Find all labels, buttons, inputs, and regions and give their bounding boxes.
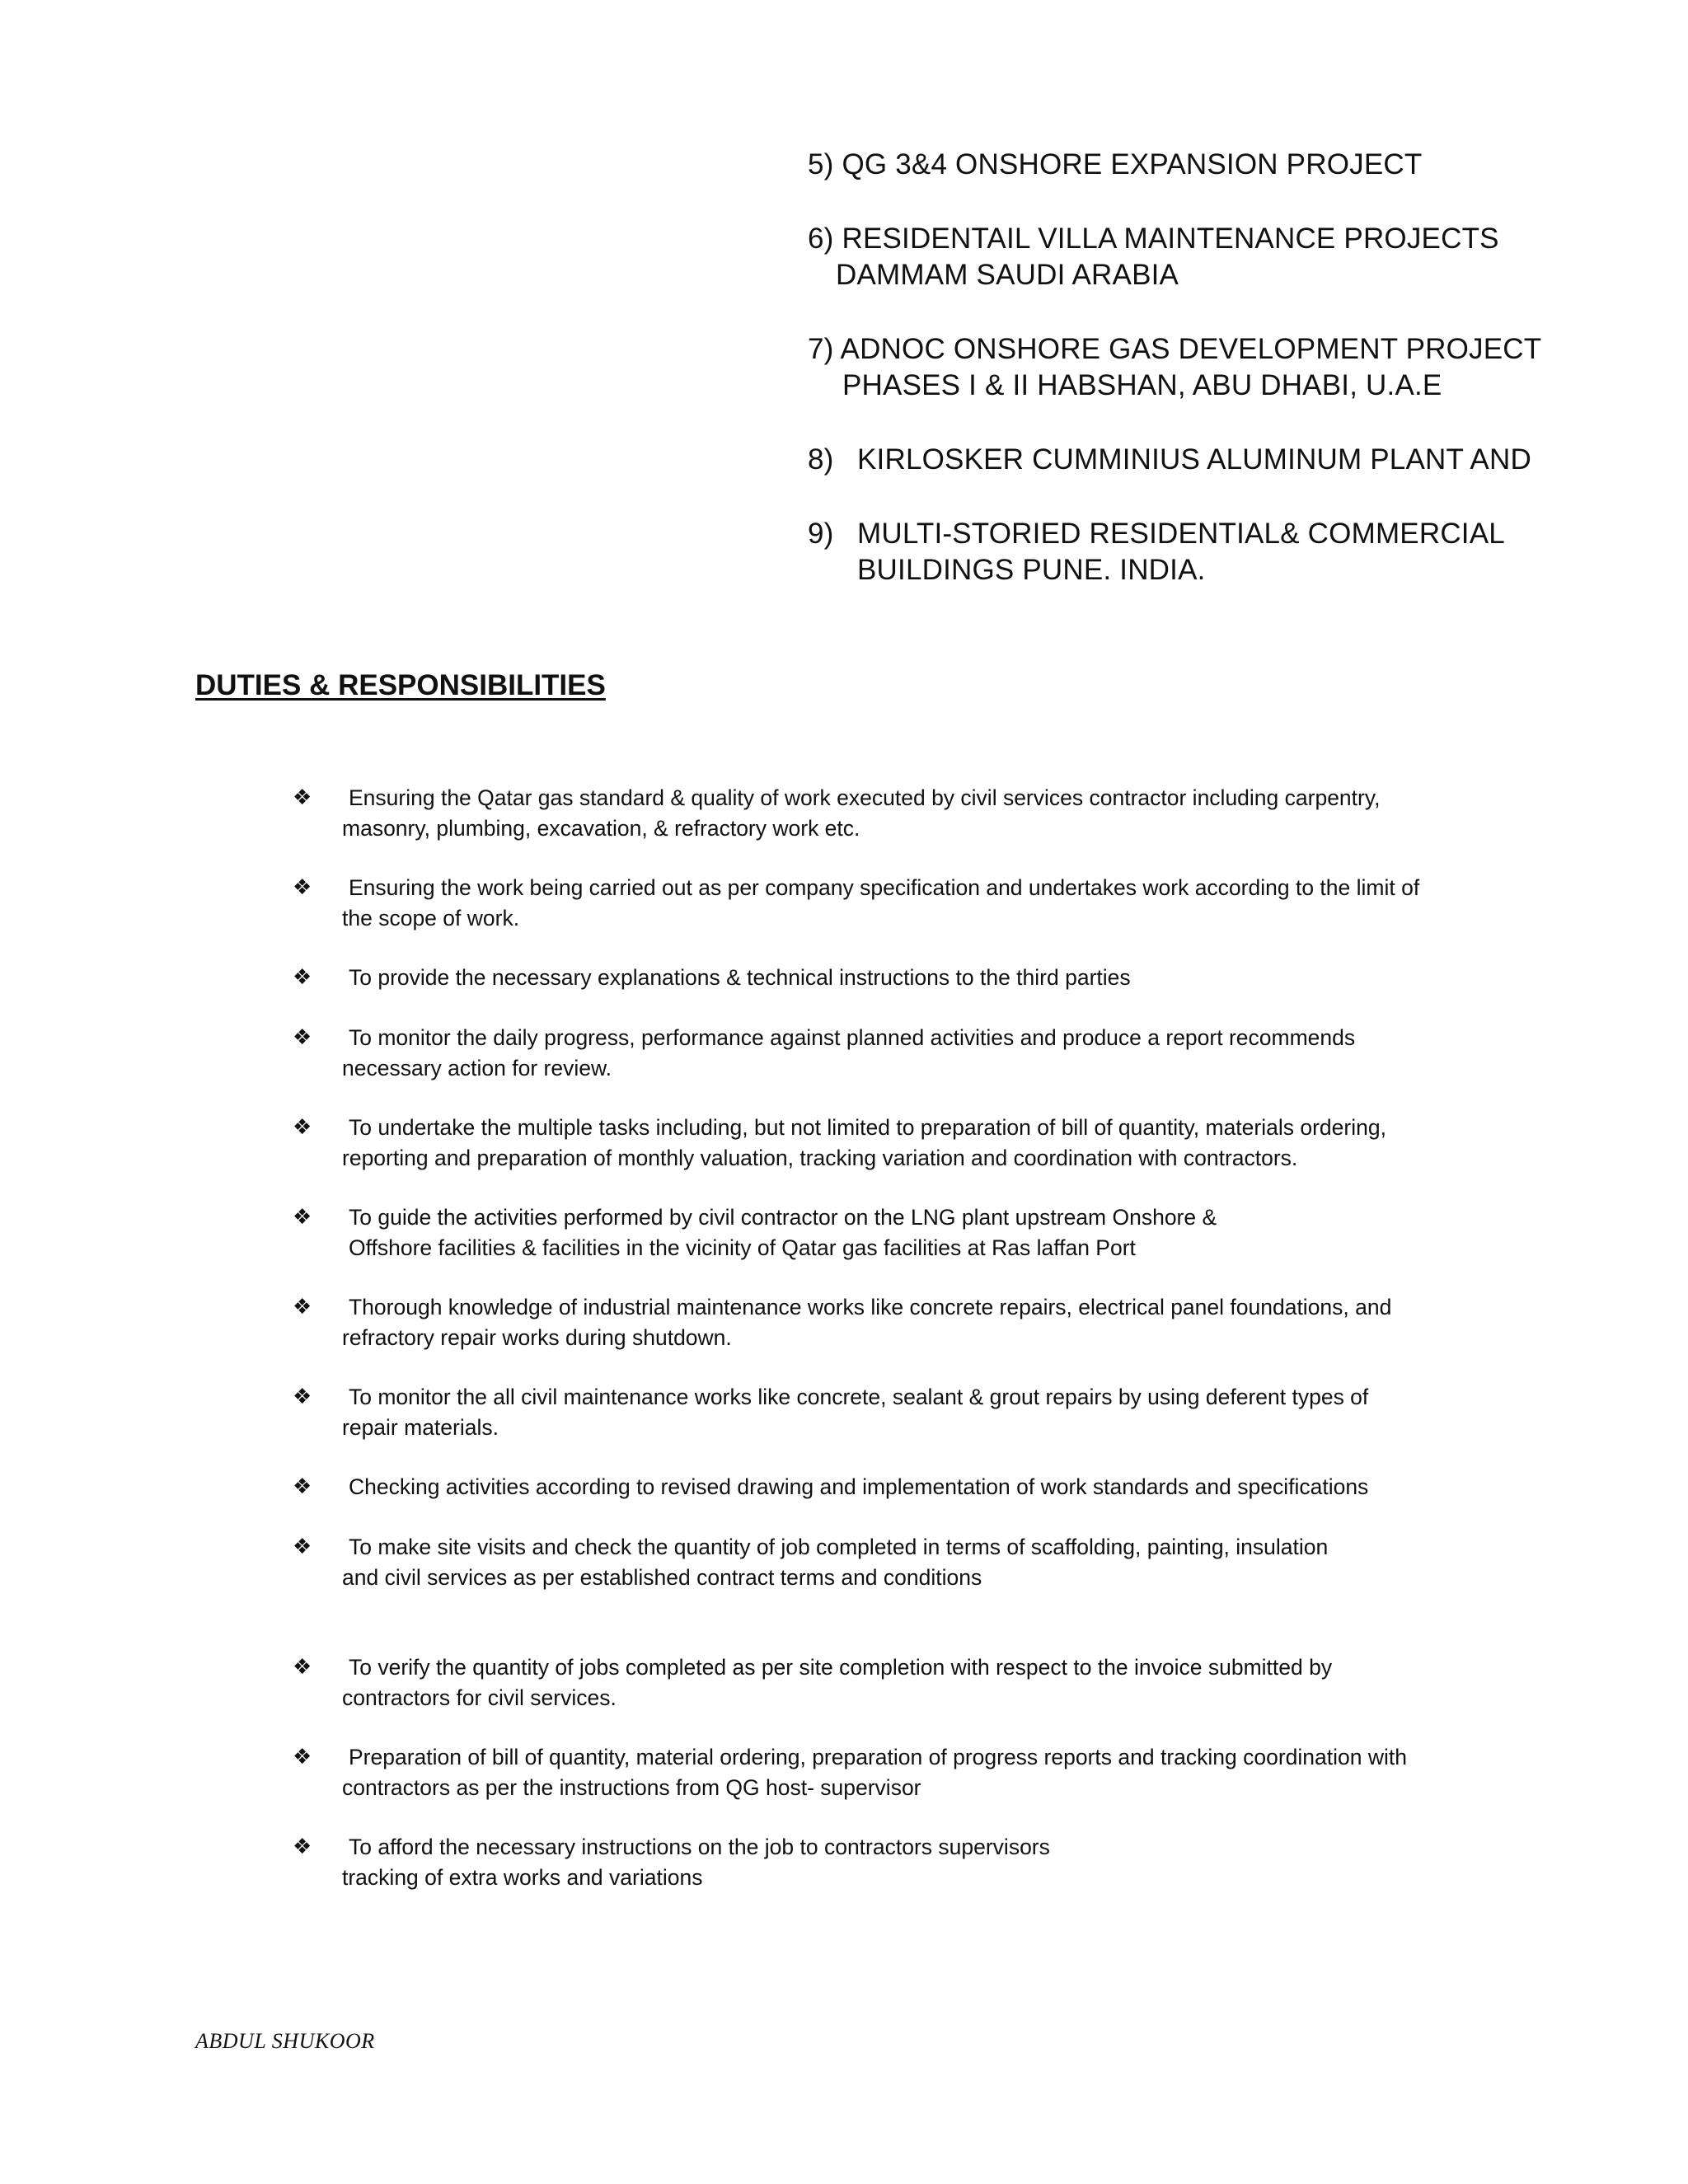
project-number: 6) xyxy=(808,223,834,255)
duty-text: To undertake the multiple tasks including, but not limited to preparation of bill of quantity, materials ordering, xyxy=(349,1115,1386,1140)
diamond-bullet-icon: ❖ xyxy=(293,875,312,900)
project-title: ADNOC ONSHORE GAS DEVELOPMENT PROJECT xyxy=(840,333,1542,365)
duty-text: To verify the quantity of jobs completed as per site completion with respect to the invoice submitted by xyxy=(349,1655,1333,1680)
duty-text-continued: Offshore facilities & facilities in the vicinity of Qatar gas facilities at Ras laffan Port xyxy=(349,1235,1136,1260)
diamond-bullet-icon: ❖ xyxy=(293,1535,312,1559)
project-title: MULTI-STORIED RESIDENTIAL& COMMERCIAL xyxy=(857,518,1505,550)
diamond-bullet-icon: ❖ xyxy=(293,1115,312,1140)
project-title: RESIDENTAIL VILLA MAINTENANCE PROJECTS xyxy=(842,223,1499,255)
diamond-bullet-icon: ❖ xyxy=(293,1655,312,1680)
diamond-bullet-icon: ❖ xyxy=(293,965,312,990)
duty-text: Ensuring the work being carried out as per company specification and undertakes work according to the limit of xyxy=(349,875,1420,900)
project-title: QG 3&4 ONSHORE EXPANSION PROJECT xyxy=(842,148,1423,180)
duty-text-continued: and civil services as per established contract terms and conditions xyxy=(342,1565,982,1590)
project-item xyxy=(808,221,1499,293)
project-item xyxy=(808,516,1505,588)
duty-text-continued: contractors as per the instructions from QG host- supervisor xyxy=(342,1775,921,1800)
duty-text: To guide the activities performed by civil contractor on the LNG plant upstream Onshore & xyxy=(349,1205,1217,1230)
diamond-bullet-icon: ❖ xyxy=(293,1745,312,1769)
project-number: 7) xyxy=(808,333,834,365)
project-title-continued: PHASES I & II HABSHAN, ABU DHABI, U.A.E xyxy=(842,369,1442,401)
footer-author-name: ABDUL SHUKOOR xyxy=(195,2029,375,2053)
diamond-bullet-icon: ❖ xyxy=(293,1835,312,1859)
duty-text: To afford the necessary instructions on the job to contractors supervisors xyxy=(349,1835,1050,1859)
duty-text: To monitor the all civil maintenance works like concrete, sealant & grout repairs by using deferent types of xyxy=(349,1385,1369,1409)
diamond-bullet-icon: ❖ xyxy=(293,1025,312,1050)
duty-text-continued: tracking of extra works and variations xyxy=(342,1865,703,1890)
section-heading: DUTIES & RESPONSIBILITIES xyxy=(195,669,606,701)
project-item xyxy=(808,331,1541,404)
project-title-continued: BUILDINGS PUNE. INDIA. xyxy=(857,554,1206,586)
diamond-bullet-icon: ❖ xyxy=(293,785,312,810)
project-number: 5) xyxy=(808,148,834,180)
duty-text-continued: refractory repair works during shutdown. xyxy=(342,1325,732,1350)
duty-text-continued: contractors for civil services. xyxy=(342,1685,617,1710)
duty-text: To monitor the daily progress, performance against planned activities and produce a report recommends xyxy=(349,1025,1356,1050)
duty-text-continued: masonry, plumbing, excavation, & refractory work etc. xyxy=(342,816,860,841)
diamond-bullet-icon: ❖ xyxy=(293,1385,312,1409)
project-title: KIRLOSKER CUMMINIUS ALUMINUM PLANT AND xyxy=(857,443,1531,476)
duty-text: Checking activities according to revised drawing and implementation of work standards and specifications xyxy=(349,1474,1369,1499)
duty-text: Preparation of bill of quantity, material ordering, preparation of progress reports and tracking coordination with xyxy=(349,1745,1407,1769)
project-number: 9) xyxy=(808,518,834,550)
project-title-continued: DAMMAM SAUDI ARABIA xyxy=(836,259,1179,291)
project-number: 8) xyxy=(808,443,834,476)
project-item xyxy=(808,442,1531,478)
duty-text-continued: repair materials. xyxy=(342,1415,499,1440)
diamond-bullet-icon: ❖ xyxy=(293,1474,312,1499)
duty-text-continued: reporting and preparation of monthly valuation, tracking variation and coordination with contractors. xyxy=(342,1146,1298,1170)
diamond-bullet-icon: ❖ xyxy=(293,1205,312,1230)
duty-text: Thorough knowledge of industrial maintenance works like concrete repairs, electrical panel foundations, and xyxy=(349,1295,1392,1319)
duty-text-continued: the scope of work. xyxy=(342,906,520,930)
project-item xyxy=(808,147,1422,183)
duty-text: Ensuring the Qatar gas standard & quality of work executed by civil services contractor including carpentry, xyxy=(349,785,1381,810)
duty-text: To make site visits and check the quantity of job completed in terms of scaffolding, painting, insulation xyxy=(349,1535,1329,1559)
diamond-bullet-icon: ❖ xyxy=(293,1295,312,1319)
duty-text-continued: necessary action for review. xyxy=(342,1056,612,1080)
duty-text: To provide the necessary explanations & technical instructions to the third parties xyxy=(349,965,1131,990)
